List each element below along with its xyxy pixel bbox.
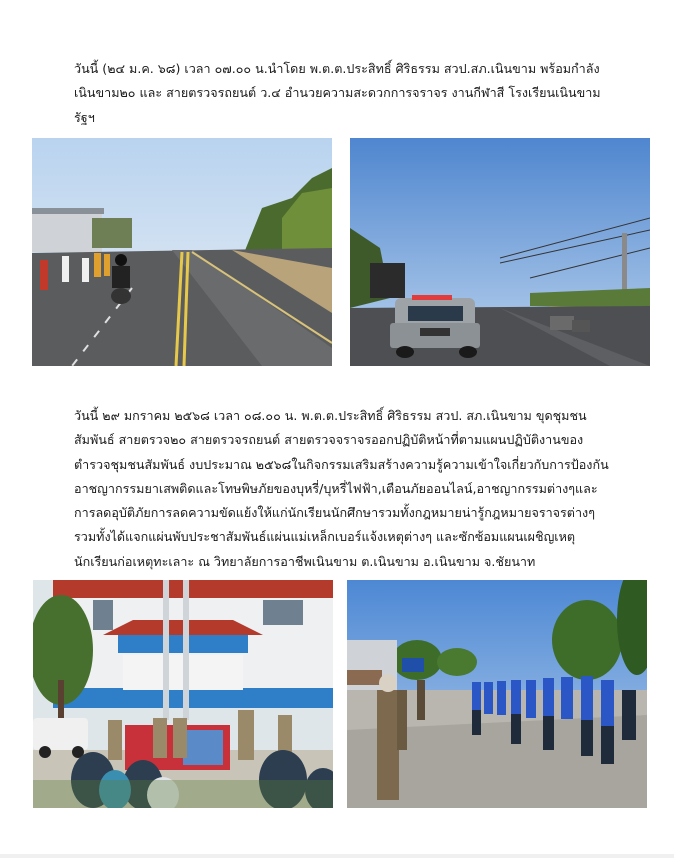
paragraph-line: วันนี้ (๒๔ ม.ค. ๖๘) เวลา ๐๗.๐๐ น.นำโดย พ.ต.ต.ประสิทธิ์ ศิริธรรม สวป.สภ.เนินขาม พร้อมกำลัง bbox=[74, 61, 600, 76]
paragraph-line: นักเรียนก่อเหตุทะเลาะ ณ วิทยาลัยการอาชีพเนินขาม ต.เนินขาม อ.เนินขาม จ.ชัยนาท bbox=[74, 553, 536, 569]
paragraph-line: รวมทั้งได้แจกแผ่นพับประชาสัมพันธ์แผ่นแม่เหล็กเบอร์แจ้งเหตุต่างๆ และซักซ้อมแผนเผชิญเหตุ bbox=[74, 529, 576, 545]
paragraph-line: รัฐฯ bbox=[74, 109, 95, 125]
photo-students-lineup bbox=[347, 580, 647, 808]
photo-school-assembly bbox=[33, 580, 333, 808]
paragraph-line: การลดอุบัติภัยการลดความขัดแย้งให้แก่นักเรียนนักศึกษารวมทั้งกฎหมายน่ารู้กฎหมายจราจรต่างๆ bbox=[74, 505, 595, 521]
paragraph-traffic-duty bbox=[74, 57, 604, 130]
paragraph-community-activity bbox=[74, 404, 609, 574]
page-bottom-edge bbox=[0, 854, 674, 858]
paragraph-line: สัมพันธ์ สายตรวจ๒๐ สายตรวจรถยนต์ สายตรวจจราจรออกปฏิบัติหน้าที่ตามแผนปฏิบัติงานของ bbox=[74, 432, 584, 448]
paragraph-line: วันนี้ ๒๙ มกราคม ๒๕๖๘ เวลา ๐๘.๐๐ น. พ.ต.ต.ประสิทธิ์ ศิริธรรม สวป. สภ.เนินขาม ขุดชุมชน bbox=[74, 408, 587, 423]
paragraph-line: เนินขาม๒๐ และ สายตรวจรถยนต์ ว.๔ อำนวยความสะดวกการจราจร งานกีฬาสี โรงเรียนเนินขาม bbox=[74, 85, 601, 101]
paragraph-line: ตำรวจชุมชนสัมพันธ์ งบประมาณ ๒๕๖๘ในกิจกรรมเสริมสร้างความรู้ความเข้าใจเกี่ยวกับการป้องกัน bbox=[74, 456, 609, 472]
paragraph-line: อาชญากรรมยาเสพติดและโทษพิษภัยของบุหรี่/บุหรี่ไฟฟ้า,เตือนภัยออนไลน์,อาชญากรรมต่างๆและ bbox=[74, 480, 598, 496]
photo-police-pickup bbox=[350, 138, 650, 366]
photo-road-parade bbox=[32, 138, 332, 366]
